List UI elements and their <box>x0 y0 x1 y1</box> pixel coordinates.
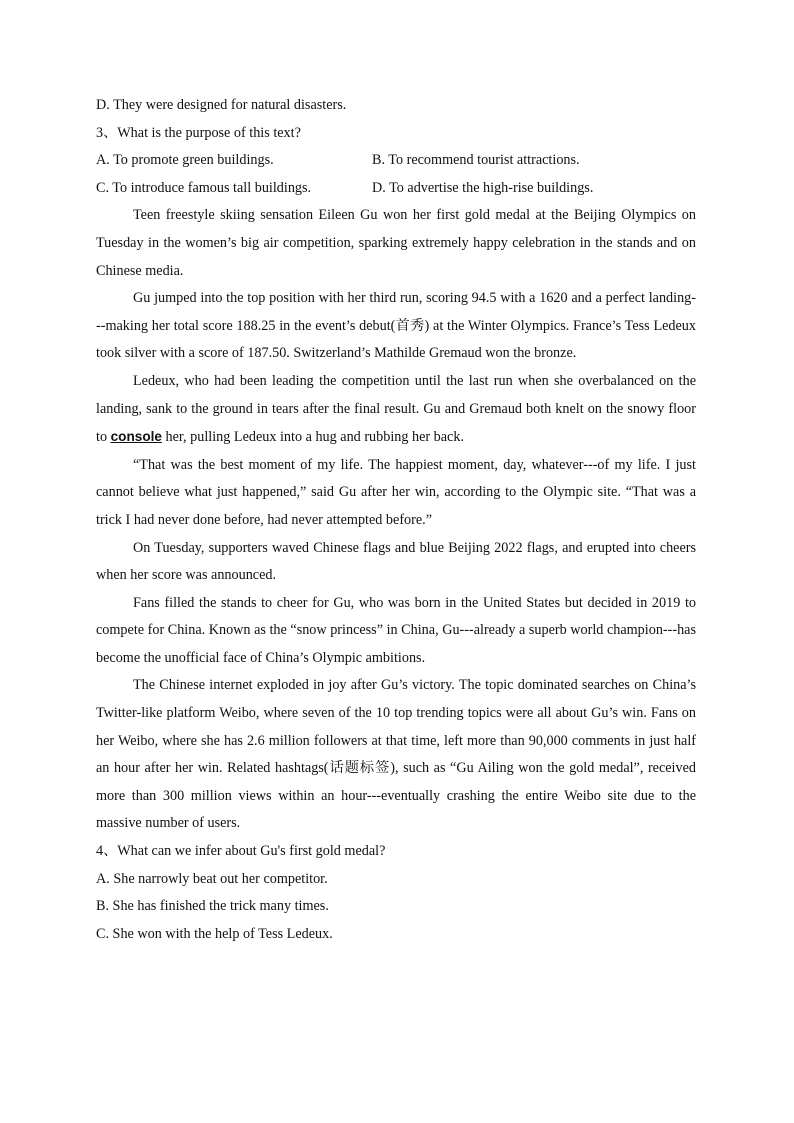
q3-option-c: C. To introduce famous tall buildings. <box>96 179 312 196</box>
q4-option-b: B. She has finished the trick many times. <box>96 898 329 915</box>
keyword-console: console <box>110 429 162 445</box>
q2-option-d: D. They were designed for natural disasters. <box>96 97 347 113</box>
passage-paragraph-3 <box>96 368 696 452</box>
paragraph-3-text-after: her, pulling Ledeux into a hug and rubbing her back. <box>161 429 464 446</box>
passage-paragraph-2: Gu jumped into the top position with her third run, scoring 94.5 with a 1620 and a perfect landing---making her total score 188.25 in the event’s debut(首秀) at the Winter Olympics. France’s Tess Ledeux took silver with a score of 187.50. Switzerland’s Mathilde Gremaud won the bronze. <box>96 290 696 362</box>
q3-option-b: B. To recommend tourist attractions. <box>372 152 580 169</box>
passage-paragraph-7: The Chinese internet exploded in joy after Gu’s victory. The topic dominated searches on China’s Twitter-like platform Weibo, where seven of the 10 top trending topics were all about Gu’s win. Fans on her Weibo, where she has 2.6 million followers at that time, left more than 90,000 comments in just half an hour after her win. Related hashtags(话题标签), such as “Gu Ailing won the gold medal”, received more than 300 million views within an hour---eventually crashing the entire Weibo site due to the massive number of users. <box>96 677 696 832</box>
q3-question: 3、What is the purpose of this text? <box>96 124 301 141</box>
q4-question: 4、What can we infer about Gu's first gold medal? <box>96 843 386 860</box>
paragraph-3-text-before: Ledeux, who had been leading the competition until the last run when she overbalanced on the landing, sank to the ground in tears after the final result. Gu and Gremaud both knelt on the snowy floor to <box>96 372 696 446</box>
q4-option-c: C. She won with the help of Tess Ledeux. <box>96 925 333 942</box>
q3-option-d: D. To advertise the high-rise buildings. <box>372 179 594 196</box>
passage-paragraph-5: On Tuesday, supporters waved Chinese flags and blue Beijing 2022 flags, and erupted into cheers when her score was announced. <box>96 539 696 584</box>
document-page <box>96 92 696 948</box>
passage-paragraph-6: Fans filled the stands to cheer for Gu, who was born in the United States but decided in 2019 to compete for China. Known as the “snow princess” in China, Gu---already a superb world champion---has become the unofficial face of China’s Olympic ambitions. <box>96 594 696 666</box>
q3-options-row-1 <box>96 147 696 175</box>
passage-paragraph-1: Teen freestyle skiing sensation Eileen Gu won her first gold medal at the Beijing Olympics on Tuesday in the women’s big air competition, sparking extremely happy celebration in the stands and on Chinese media. <box>96 207 696 279</box>
q3-option-a: A. To promote green buildings. <box>96 152 274 169</box>
q4-option-a: A. She narrowly beat out her competitor. <box>96 870 328 887</box>
q3-options-row-2 <box>96 175 696 203</box>
passage-paragraph-4: “That was the best moment of my life. The happiest moment, day, whatever---of my life. I just cannot believe what just happened,” said Gu after her win, according to the Olympic site. “That was a trick I had never done before, had never attempted before.” <box>96 456 696 528</box>
